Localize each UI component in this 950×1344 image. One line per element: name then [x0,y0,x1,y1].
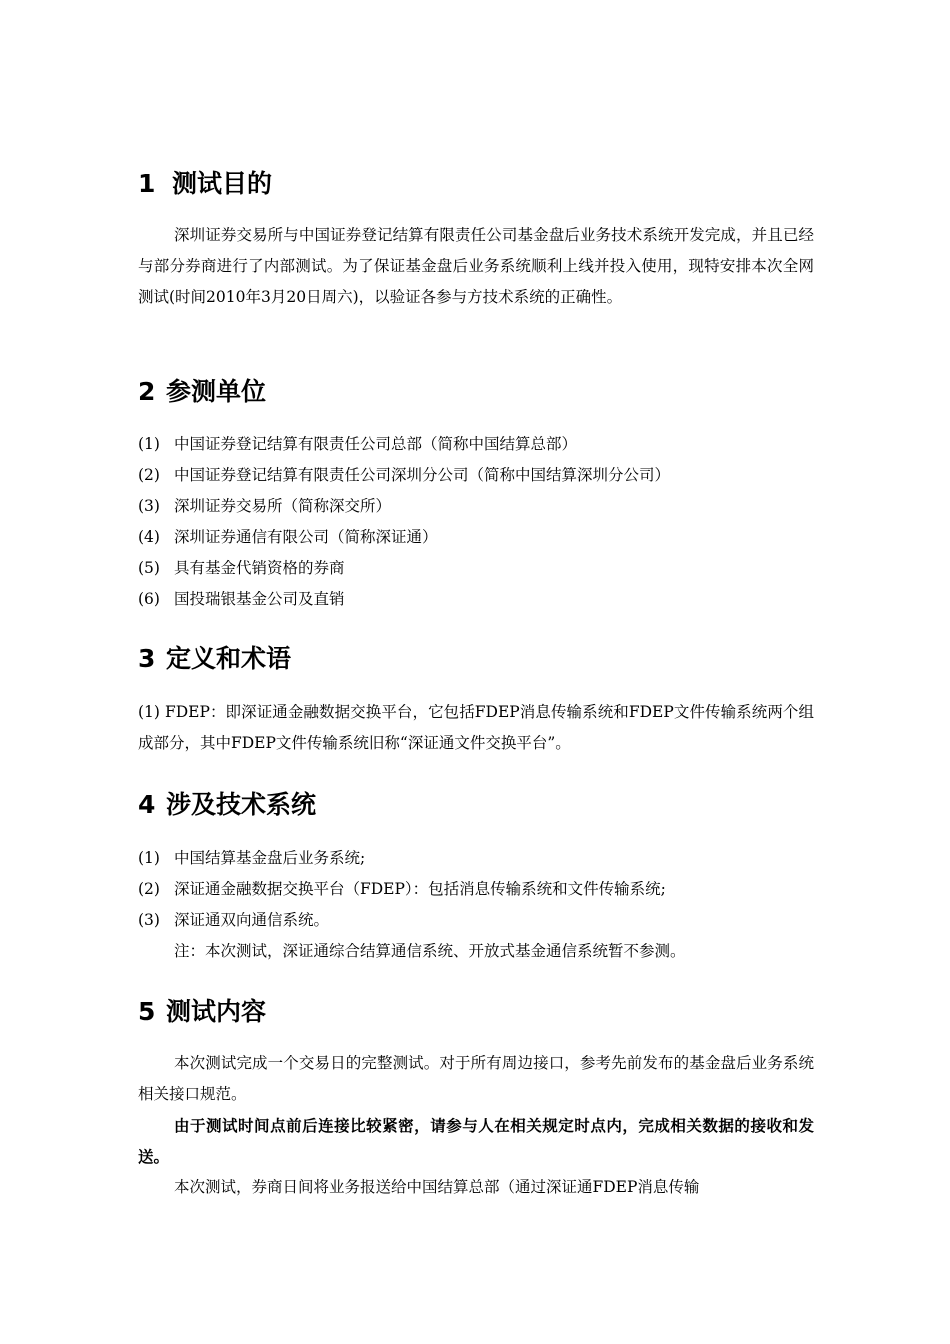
system-list [138,843,814,936]
section-heading [138,789,814,821]
section-heading [138,168,814,200]
section-heading [138,643,814,675]
definition-paragraph: (1) FDEP：即深证通金融数据交换平台，它包括FDEP消息传输系统和FDEP文件传输系统两个组成部分，其中FDEP文件传输系统旧称“深证通文件交换平台”。 [138,703,814,752]
list-item: (2) 中国证券登记结算有限责任公司深圳分公司（简称中国结算深圳分公司） [138,466,671,484]
section-number: 1 [138,169,156,198]
section-title: 测试目的 [172,169,273,198]
section-title: 涉及技术系统 [166,790,317,819]
section-number: 5 [138,997,156,1026]
section-1 [138,168,814,313]
list-item: (2) 深证通金融数据交换平台（FDEP）：包括消息传输系统和文件传输系统; [138,880,666,898]
purpose-paragraph: 深圳证券交易所与中国证券登记结算有限责任公司基金盘后业务技术系统开发完成，并且已经与部分券商进行了内部测试。为了保证基金盘后业务系统顺利上线并投入使用，现特安排本次全网测试(时间2010年3月20日周六)，以验证各参与方技术系统的正确性。 [138,226,814,306]
section-title: 参测单位 [166,377,267,406]
list-item: (3) 深证通双向通信系统。 [138,911,330,929]
section-title: 测试内容 [166,997,267,1026]
list-item: (6) 国投瑞银基金公司及直销 [138,590,345,608]
section-number: 3 [138,644,156,673]
section-title: 定义和术语 [166,644,292,673]
participant-list [138,429,814,615]
section-3 [138,643,814,759]
list-item: (3) 深圳证券交易所（简称深交所） [138,497,392,515]
section-heading [138,996,814,1028]
list-item: (1) 中国证券登记结算有限责任公司总部（简称中国结算总部） [138,435,578,453]
section-2 [138,376,814,615]
section-heading [138,376,814,408]
list-item: (5) 具有基金代销资格的券商 [138,559,345,577]
section-number: 4 [138,790,156,819]
section-4 [138,789,814,967]
content-paragraph: 本次测试完成一个交易日的完整测试。对于所有周边接口，参考先前发布的基金盘后业务系统相关接口规范。 [138,1054,814,1103]
section-5 [138,996,814,1203]
list-item: (1) 中国结算基金盘后业务系统; [138,849,366,867]
list-item: (4) 深圳证券通信有限公司（简称深证通） [138,528,438,546]
content-paragraph-continued: 本次测试，券商日间将业务报送给中国结算总部（通过深证通FDEP消息传输 [174,1178,700,1196]
emphasis-paragraph: 由于测试时间点前后连接比较紧密，请参与人在相关规定时点内，完成相关数据的接收和发送。 [138,1116,814,1166]
note-text: 注：本次测试，深证通综合结算通信系统、开放式基金通信系统暂不参测。 [174,942,686,960]
section-number: 2 [138,377,156,406]
